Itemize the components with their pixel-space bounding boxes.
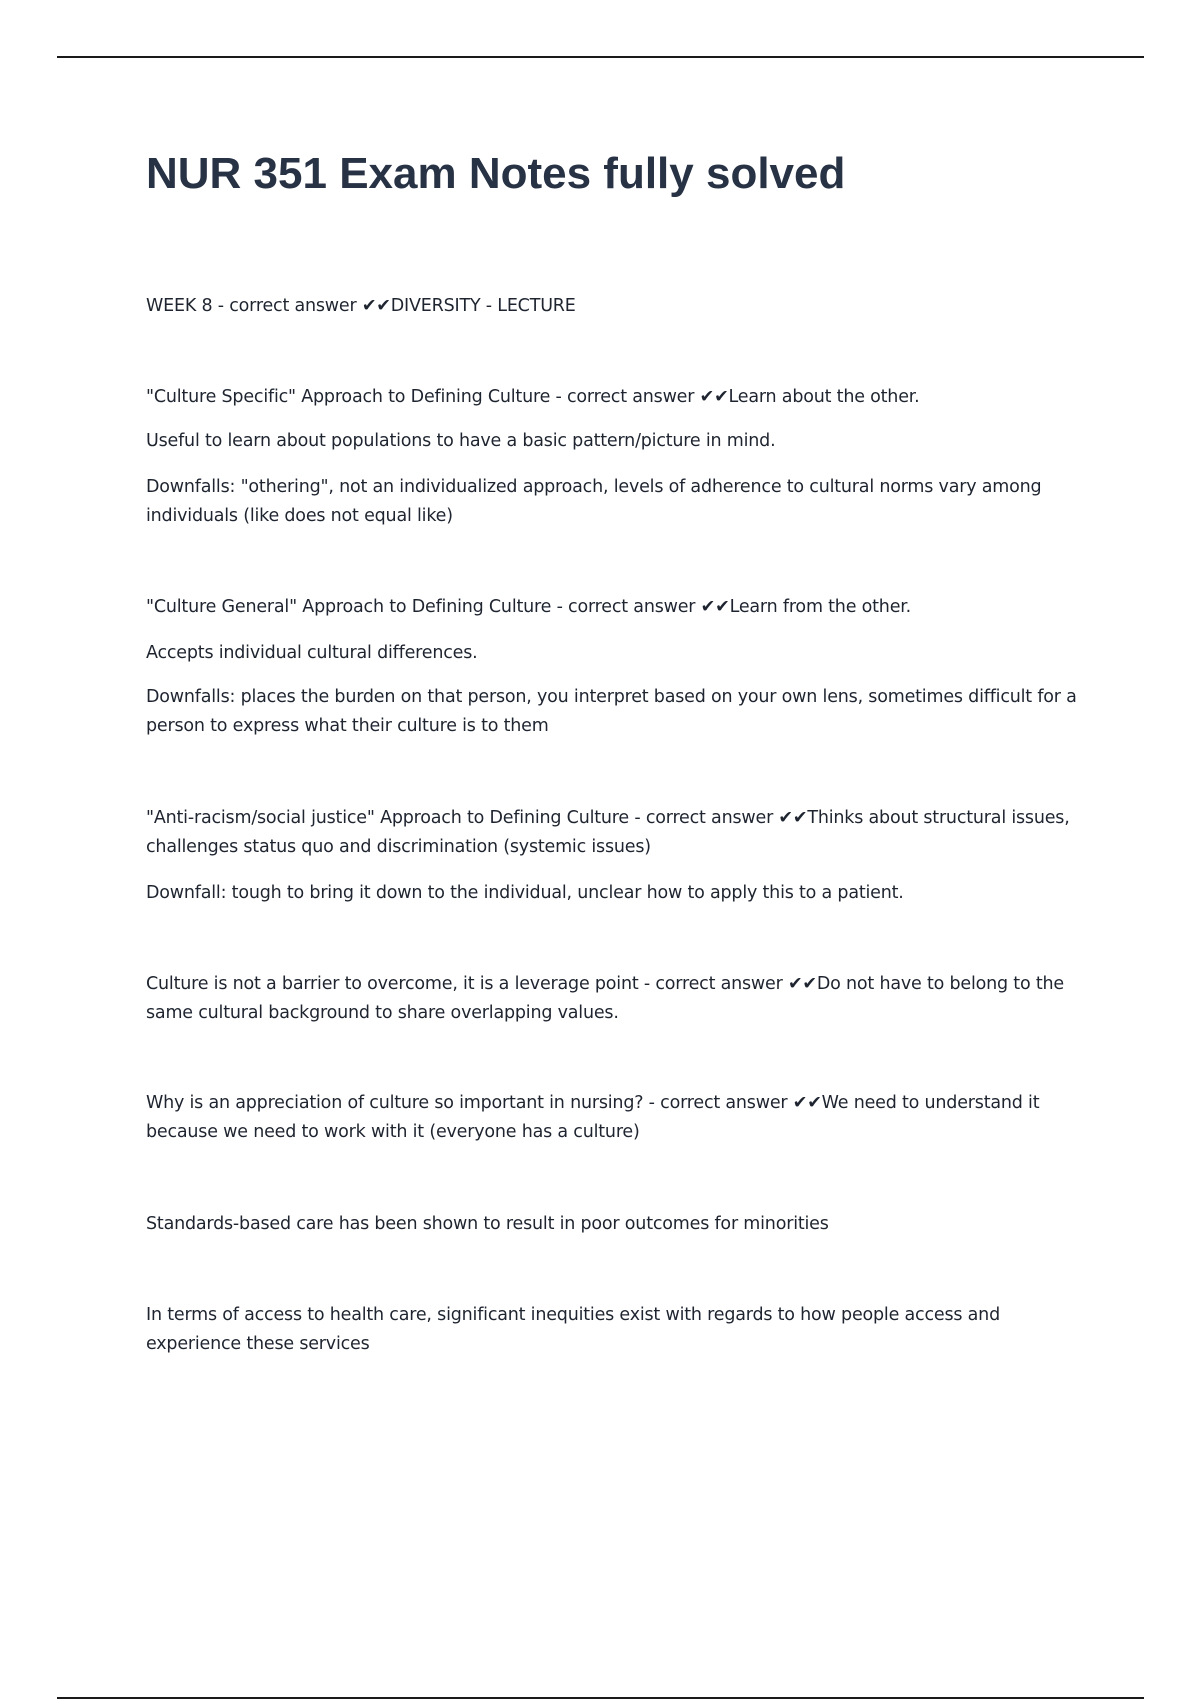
bottom-rule bbox=[57, 1697, 1144, 1699]
paragraph-anti-racism-downfall: Downfall: tough to bring it down to the individual, unclear how to apply this to a patient. bbox=[146, 883, 904, 903]
paragraph-culture-general-accepts: Accepts individual cultural differences. bbox=[146, 643, 478, 663]
paragraph-access-to-health-care: In terms of access to health care, significant inequities exist with regards to how people access and experience these services bbox=[146, 1305, 1000, 1354]
paragraph-culture-general-downfalls: Downfalls: places the burden on that person, you interpret based on your own lens, sometimes difficult for a person to express what their culture is to them bbox=[146, 687, 1077, 736]
paragraph-week-8: WEEK 8 - correct answer ✔✔DIVERSITY - LECTURE bbox=[146, 296, 576, 316]
paragraph-culture-specific-useful: Useful to learn about populations to have a basic pattern/picture in mind. bbox=[146, 431, 776, 451]
document-title: NUR 351 Exam Notes fully solved bbox=[146, 149, 846, 198]
paragraph-leverage-point: Culture is not a barrier to overcome, it is a leverage point - correct answer ✔✔Do not have to belong to the same cultural background to share overlapping values. bbox=[146, 974, 1064, 1023]
paragraph-culture-specific-downfalls: Downfalls: "othering", not an individualized approach, levels of adherence to cultural norms vary among individuals (like does not equal like) bbox=[146, 477, 1042, 526]
paragraph-culture-general: "Culture General" Approach to Defining Culture - correct answer ✔✔Learn from the other. bbox=[146, 597, 912, 617]
paragraph-standards-based-care: Standards-based care has been shown to result in poor outcomes for minorities bbox=[146, 1214, 829, 1234]
paragraph-appreciation-of-culture: Why is an appreciation of culture so important in nursing? - correct answer ✔✔We need to understand it because we need to work with it (everyone has a culture) bbox=[146, 1093, 1040, 1142]
paragraph-culture-specific: "Culture Specific" Approach to Defining Culture - correct answer ✔✔Learn about the other. bbox=[146, 387, 920, 407]
paragraph-anti-racism: "Anti-racism/social justice" Approach to Defining Culture - correct answer ✔✔Thinks about structural issues, challenges status quo and discrimination (systemic issues) bbox=[146, 808, 1070, 857]
top-rule bbox=[57, 56, 1144, 58]
